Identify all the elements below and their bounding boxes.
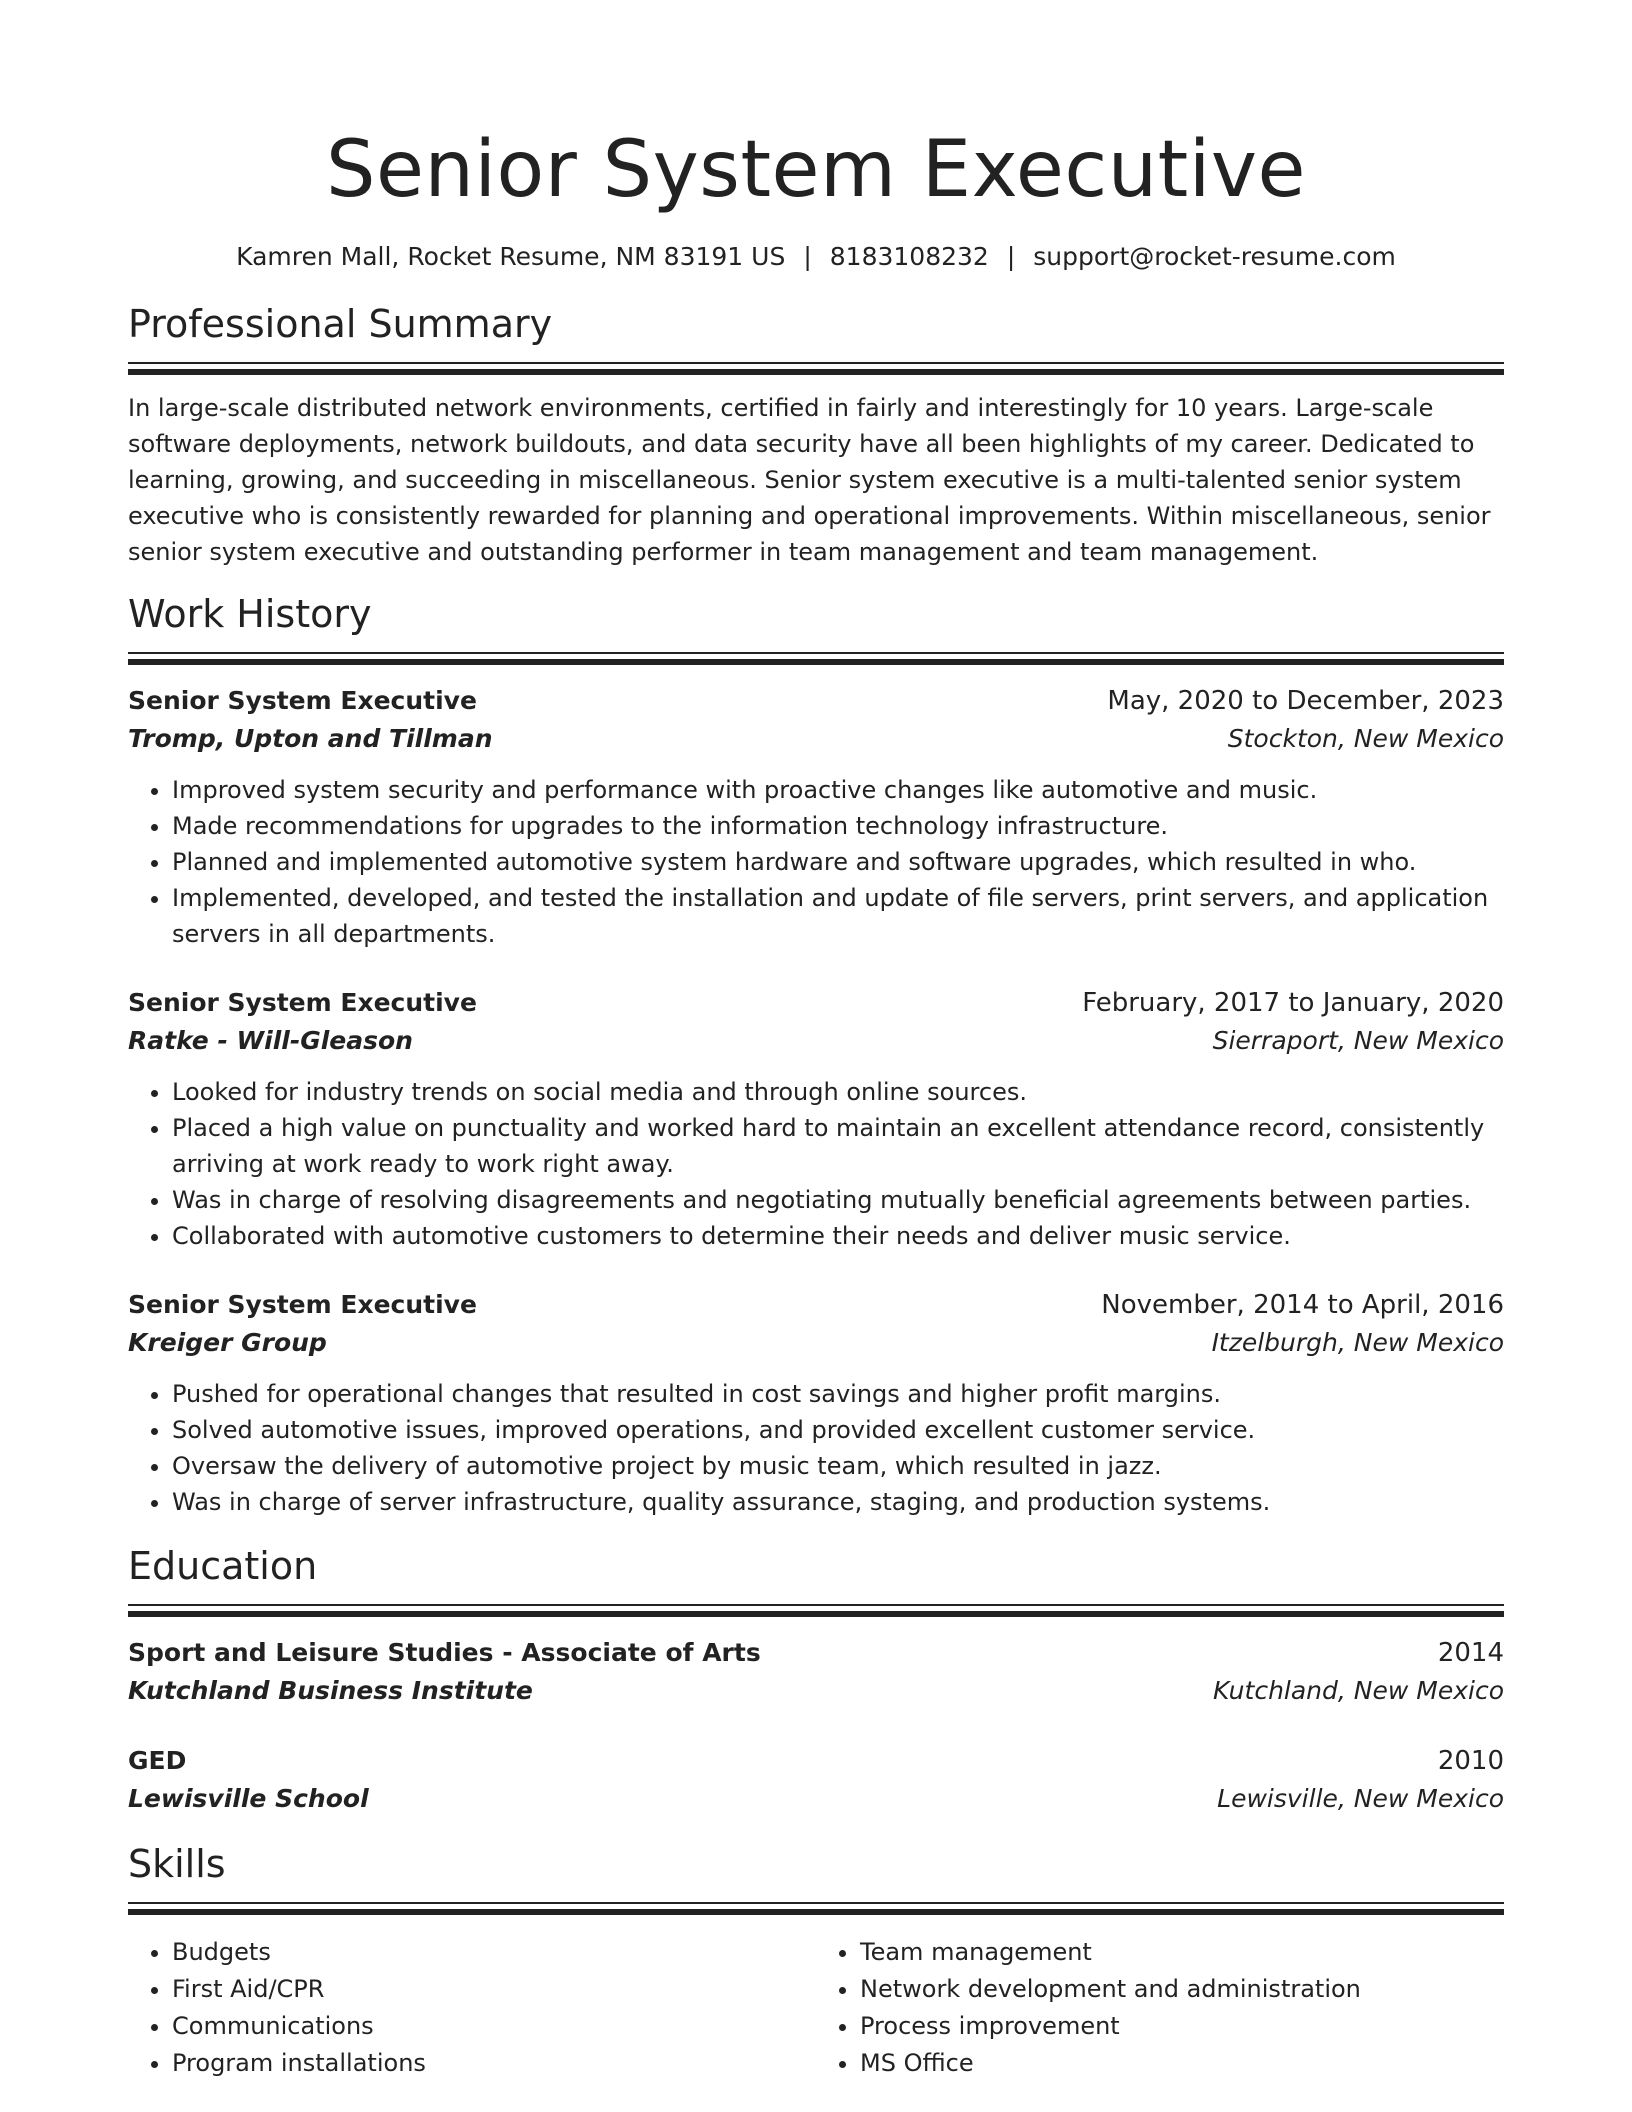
bullet-item: • Collaborated with automotive customers to determine their needs and deliver music service. [172,1218,1504,1254]
bullet-item: • Improved system security and performance with proactive changes like automotive and music. [172,772,1504,808]
job-entry [128,984,1504,1254]
skill-item: • Team management [860,1934,1504,1971]
contact-separator: | [1006,242,1016,271]
skill-item: • Network development and administration [860,1971,1504,2008]
job-company: Ratke - Will-Gleason [128,1026,413,1055]
education-school: Kutchland Business Institute [128,1676,533,1705]
job-location: Itzelburgh, New Mexico [1211,1328,1504,1357]
bullet-item: • Placed a high value on punctuality and worked hard to maintain an excellent attendance record, consistently arriving at work ready to work right away. [172,1110,1504,1182]
summary-heading: Professional Summary [128,302,553,346]
job-location: Stockton, New Mexico [1227,724,1504,753]
job-dates: November, 2014 to April, 2016 [1101,1290,1504,1320]
education-year: 2014 [1437,1638,1504,1668]
job-bullets [128,772,1504,952]
job-dates: February, 2017 to January, 2020 [1082,988,1504,1018]
job-title: Senior System Executive [128,1290,477,1319]
job-dates: May, 2020 to December, 2023 [1107,686,1504,716]
section-divider [128,1902,1504,1916]
skill-item: • Program installations [172,2045,816,2082]
resume-name: Senior System Executive [325,125,1307,215]
education-section [128,1542,1504,1818]
job-entry [128,1286,1504,1520]
skill-item: • First Aid/CPR [172,1971,816,2008]
education-year: 2010 [1437,1746,1504,1776]
bullet-item: • Made recommendations for upgrades to the information technology infrastructure. [172,808,1504,844]
summary-section [128,300,1504,570]
contact-email: support@rocket-resume.com [1033,242,1396,271]
section-divider [128,1604,1504,1618]
education-entry [128,1742,1504,1818]
contact-line [128,240,1504,274]
bullet-item: • Solved automotive issues, improved operations, and provided excellent customer service. [172,1412,1504,1448]
skill-item: • Budgets [172,1934,816,1971]
skills-list-right [816,1934,1504,2082]
work-history-section [128,590,1504,1520]
skill-item: • MS Office [860,2045,1504,2082]
skills-columns [128,1934,1504,2082]
education-entry [128,1634,1504,1710]
contact-separator: | [803,242,812,271]
job-company: Kreiger Group [128,1328,327,1357]
resume-page [128,0,1504,2082]
education-degree: Sport and Leisure Studies - Associate of Arts [128,1638,761,1667]
contact-address: Kamren Mall, Rocket Resume, NM 83191 US [236,242,786,271]
job-title: Senior System Executive [128,686,477,715]
job-entry [128,682,1504,952]
contact-phone: 8183108232 [829,242,989,271]
skill-item: • Communications [172,2008,816,2045]
skills-list-left [128,1934,816,2082]
bullet-item: • Pushed for operational changes that resulted in cost savings and higher profit margins. [172,1376,1504,1412]
education-location: Lewisville, New Mexico [1217,1784,1504,1813]
education-location: Kutchland, New Mexico [1212,1676,1504,1705]
summary-text: In large-scale distributed network environments, certified in fairly and interestingly for 10 years. Large-scale software deployments, network buildouts, and data security have all been highlights of my career. Dedicated to learning, growing, and succeeding in miscellaneous. Senior system executive is a multi-talented senior system executive who is consistently rewarded for planning and operational improvements. Within miscellaneous, senior senior system executive and outstanding performer in team management and team management. [128,394,1491,566]
bullet-item: • Was in charge of server infrastructure, quality assurance, staging, and production systems. [172,1484,1504,1520]
work-history-heading: Work History [128,592,372,636]
bullet-item: • Implemented, developed, and tested the installation and update of file servers, print servers, and application servers in all departments. [172,880,1504,952]
bullet-item: • Oversaw the delivery of automotive project by music team, which resulted in jazz. [172,1448,1504,1484]
bullet-item: • Planned and implemented automotive system hardware and software upgrades, which resulted in who. [172,844,1504,880]
section-divider [128,362,1504,376]
education-school: Lewisville School [128,1784,369,1813]
bullet-item: • Was in charge of resolving disagreements and negotiating mutually beneficial agreements between parties. [172,1182,1504,1218]
education-degree: GED [128,1746,187,1775]
job-location: Sierraport, New Mexico [1212,1026,1504,1055]
education-heading: Education [128,1544,318,1588]
skills-section [128,1840,1504,2082]
job-title: Senior System Executive [128,988,477,1017]
job-company: Tromp, Upton and Tillman [128,724,493,753]
skill-item: • Process improvement [860,2008,1504,2045]
bullet-item: • Looked for industry trends on social media and through online sources. [172,1074,1504,1110]
skills-heading: Skills [128,1842,226,1886]
job-bullets [128,1074,1504,1254]
job-bullets [128,1376,1504,1520]
section-divider [128,652,1504,666]
